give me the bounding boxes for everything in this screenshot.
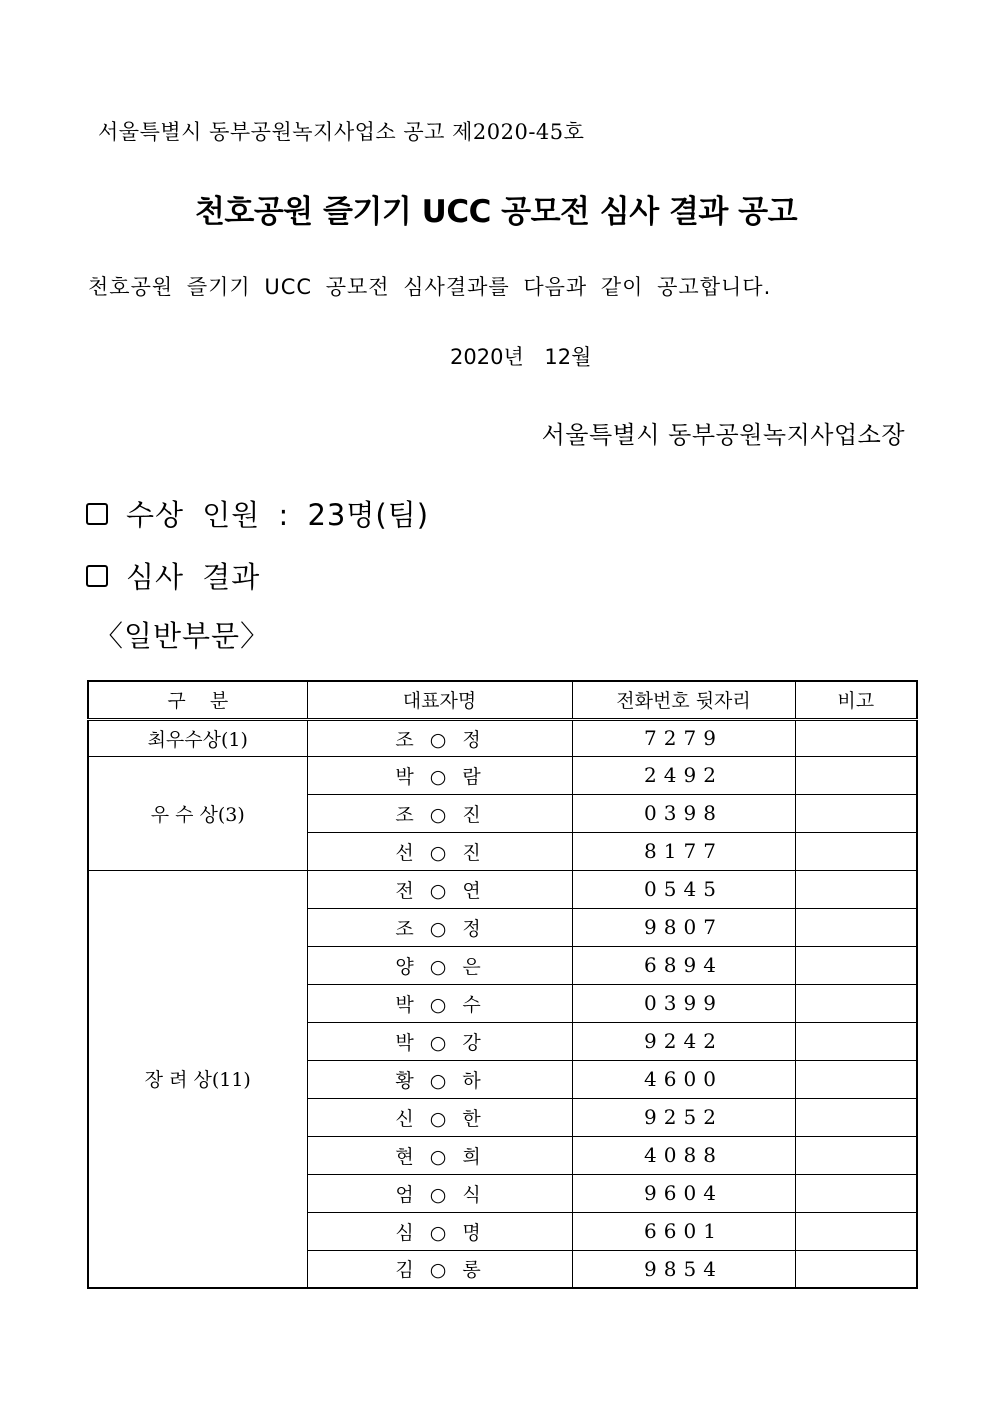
intro-text: 천호공원 즐기기 UCC 공모전 심사결과를 다음과 같이 공고합니다. bbox=[88, 275, 772, 299]
note-cell bbox=[795, 719, 917, 756]
issuer: 서울특별시 동부공원녹지사업소장 bbox=[541, 421, 905, 449]
representative-name-cell: 김 ○ 롱 bbox=[307, 1250, 572, 1288]
section-review-result-label: 심사 결과 bbox=[126, 560, 261, 594]
note-cell bbox=[795, 832, 917, 870]
representative-name-cell: 양 ○ 은 bbox=[307, 946, 572, 984]
header-note: 비고 bbox=[795, 681, 917, 719]
phone-suffix-cell: 6601 bbox=[572, 1212, 795, 1250]
representative-name-cell: 조 ○ 정 bbox=[307, 908, 572, 946]
representative-name-cell: 심 ○ 명 bbox=[307, 1212, 572, 1250]
representative-name-cell: 신 ○ 한 bbox=[307, 1098, 572, 1136]
phone-suffix-cell: 0398 bbox=[572, 794, 795, 832]
note-cell bbox=[795, 1136, 917, 1174]
header-category: 구 분 bbox=[88, 681, 307, 719]
phone-suffix-cell: 6894 bbox=[572, 946, 795, 984]
note-cell bbox=[795, 908, 917, 946]
note-cell bbox=[795, 870, 917, 908]
note-cell bbox=[795, 1060, 917, 1098]
table-row bbox=[88, 719, 917, 756]
representative-name-cell: 현 ○ 희 bbox=[307, 1136, 572, 1174]
note-cell bbox=[795, 984, 917, 1022]
representative-name-cell: 선 ○ 진 bbox=[307, 832, 572, 870]
note-cell bbox=[795, 946, 917, 984]
phone-suffix-cell: 9604 bbox=[572, 1174, 795, 1212]
phone-suffix-cell: 0399 bbox=[572, 984, 795, 1022]
page-title: 천호공원 즐기기 UCC 공모전 심사 결과 공고 bbox=[194, 194, 798, 230]
representative-name-cell: 박 ○ 강 bbox=[307, 1022, 572, 1060]
representative-name-cell: 조 ○ 진 bbox=[307, 794, 572, 832]
phone-suffix-cell: 2492 bbox=[572, 756, 795, 794]
table-row bbox=[88, 870, 917, 908]
phone-suffix-cell: 0545 bbox=[572, 870, 795, 908]
category-heading: 〈일반부문〉 bbox=[94, 619, 271, 653]
section-award-count bbox=[86, 493, 429, 534]
table-header-row bbox=[88, 681, 917, 719]
phone-suffix-cell: 4600 bbox=[572, 1060, 795, 1098]
representative-name-cell: 조 ○ 정 bbox=[307, 719, 572, 756]
note-cell bbox=[795, 794, 917, 832]
notice-date: 2020년 12월 bbox=[450, 345, 592, 369]
table-row bbox=[88, 756, 917, 794]
representative-name-cell: 전 ○ 연 bbox=[307, 870, 572, 908]
checkbox-square-icon bbox=[86, 503, 108, 525]
header-phone-suffix: 전화번호 뒷자리 bbox=[572, 681, 795, 719]
award-category-cell: 장 려 상(11) bbox=[88, 870, 307, 1288]
header-representative: 대표자명 bbox=[307, 681, 572, 719]
representative-name-cell: 황 ○ 하 bbox=[307, 1060, 572, 1098]
phone-suffix-cell: 9242 bbox=[572, 1022, 795, 1060]
notice-number: 서울특별시 동부공원녹지사업소 공고 제2020-45호 bbox=[98, 120, 585, 144]
note-cell bbox=[795, 1212, 917, 1250]
results-table bbox=[87, 680, 918, 1289]
phone-suffix-cell: 9854 bbox=[572, 1250, 795, 1288]
phone-suffix-cell: 9807 bbox=[572, 908, 795, 946]
representative-name-cell: 엄 ○ 식 bbox=[307, 1174, 572, 1212]
award-category-cell: 우 수 상(3) bbox=[88, 756, 307, 870]
section-award-count-label: 수상 인원 : 23명(팀) bbox=[126, 498, 430, 532]
section-review-result bbox=[86, 555, 260, 596]
checkbox-square-icon bbox=[86, 565, 108, 587]
representative-name-cell: 박 ○ 수 bbox=[307, 984, 572, 1022]
phone-suffix-cell: 4088 bbox=[572, 1136, 795, 1174]
note-cell bbox=[795, 756, 917, 794]
award-category-cell: 최우수상(1) bbox=[88, 719, 307, 756]
note-cell bbox=[795, 1174, 917, 1212]
phone-suffix-cell: 7279 bbox=[572, 719, 795, 756]
note-cell bbox=[795, 1250, 917, 1288]
note-cell bbox=[795, 1022, 917, 1060]
phone-suffix-cell: 8177 bbox=[572, 832, 795, 870]
note-cell bbox=[795, 1098, 917, 1136]
phone-suffix-cell: 9252 bbox=[572, 1098, 795, 1136]
representative-name-cell: 박 ○ 람 bbox=[307, 756, 572, 794]
